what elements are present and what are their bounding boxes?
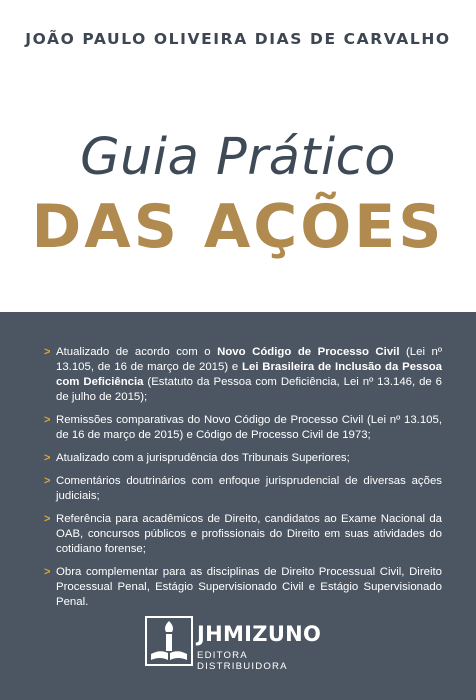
list-item <box>44 451 442 466</box>
list-item-text-1: Atualizado de acordo com o <box>56 346 218 358</box>
title-line-1: Guia Prático <box>80 128 396 187</box>
list-item-text: Comentários doutrinários com enfoque jurisprudencial de diversas ações judiciais; <box>56 475 442 502</box>
title-line-2: DAS AÇÕES <box>31 192 445 262</box>
publisher-name: JHMIZUNO <box>197 622 322 646</box>
list-item-text: Remissões comparativas do Novo Código de Processo Civil (Lei nº 13.105, de 16 de março de 2015) e Código de Processo Civil de 1973; <box>56 414 442 441</box>
publisher-subtitle: EDITORA DISTRIBUIDORA <box>197 650 288 672</box>
list-item <box>44 512 442 557</box>
chevron-right-icon: > <box>44 566 51 578</box>
list-item-text-3: (Estatuto da Pessoa com Deficiência, Lei nº 13.146, de 6 de julho de 2015); <box>56 376 442 403</box>
author-name: JOÃO PAULO OLIVEIRA DIAS DE CARVALHO <box>25 30 451 48</box>
chevron-right-icon: > <box>44 346 51 358</box>
feature-list <box>44 345 442 618</box>
list-item <box>44 474 442 504</box>
list-item <box>44 345 442 405</box>
cover-top-section <box>0 0 476 312</box>
chevron-right-icon: > <box>44 475 51 487</box>
list-item-text: Referência para acadêmicos de Direito, candidatos ao Exame Nacional da OAB, concursos públicos e profissionais do Direito em suas atividades do cotidiano forense; <box>56 513 442 555</box>
chevron-right-icon: > <box>44 513 51 525</box>
list-item-text-2: (Lei nº 13.105, de 16 de março de 2015) e <box>56 346 442 373</box>
torch-book-icon <box>145 616 193 666</box>
chevron-right-icon: > <box>44 414 51 426</box>
list-item-bold-1: Novo Código de Processo Civil <box>217 346 400 358</box>
list-item-text: Atualizado com a jurisprudência dos Tribunais Superiores; <box>56 452 350 464</box>
list-item <box>44 413 442 443</box>
publisher-logo <box>145 616 335 672</box>
list-item <box>44 565 442 610</box>
chevron-right-icon: > <box>44 452 51 464</box>
list-item-bold-2: Lei Brasileira de Inclusão da Pessoa com Deficiência <box>56 361 442 388</box>
list-item-text: Obra complementar para as disciplinas de Direito Processual Civil, Direito Processual Penal, Estágio Supervisionado Civil e Estágio Supervisionado Penal. <box>56 566 442 608</box>
